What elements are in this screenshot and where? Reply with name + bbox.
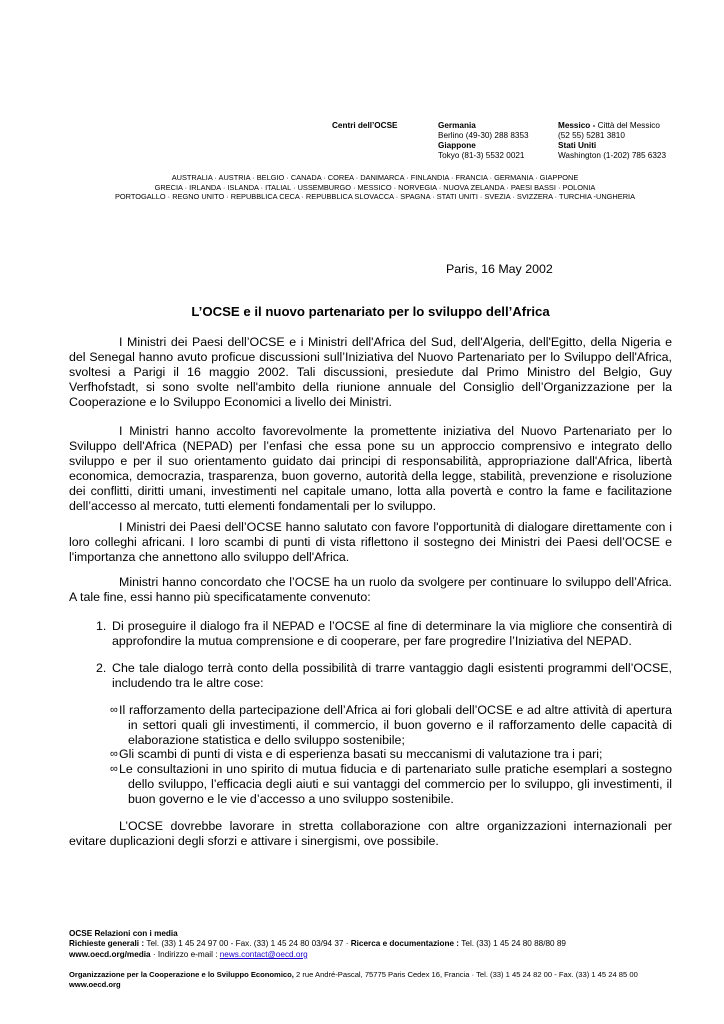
office-name: Germania bbox=[438, 121, 476, 130]
office-detail: Washington (1-202) 785 6323 bbox=[558, 151, 667, 160]
office-name: Stati Uniti bbox=[558, 141, 597, 150]
richieste-value: Tel. (33) 1 45 24 97 00 - Fax. (33) 1 45 24 80 03/94 37 · bbox=[146, 939, 351, 949]
office-mexico bbox=[558, 121, 660, 141]
bullet-text: Le consultazioni in uno spirito di mutua fiducia e di partenariato sulle pratiche esemplari a sostegno dello sviluppo, l’efficacia degli aiuti e sui vantaggi del commercio per lo sviluppo, gli investimenti, il buon governo e le vie d’accesso a uno sviluppo sostenibile. bbox=[119, 762, 672, 806]
list-text: Che tale dialogo terrà conto della possibilità di trarre vantaggio dagli esistenti programmi dell’OCSE, includendo tra le altre cose: bbox=[112, 661, 672, 690]
list-item bbox=[96, 661, 672, 691]
media-url[interactable]: www.oecd.org/media bbox=[69, 949, 151, 959]
list-number: 2. bbox=[96, 661, 107, 675]
office-detail: Berlino (49-30) 288 8353 bbox=[438, 131, 529, 140]
org-name: Organizzazione per la Cooperazione e lo Sviluppo Economico, bbox=[69, 970, 294, 979]
countries-line: PORTOGALLO · REGNO UNITO · REPUBBLICA CECA · REPUBBLICA SLOVACCA · SPAGNA · STATI UNITI · SVEZIA · SVIZZERA · TURCHIA -UNGHERIA bbox=[114, 192, 636, 201]
office-usa bbox=[558, 141, 666, 161]
email-label: · Indirizzo e-mail : bbox=[150, 949, 220, 959]
document-title: L’OCSE e il nuovo partenariato per lo sviluppo dell’Africa bbox=[191, 304, 550, 319]
office-name: Giappone bbox=[438, 141, 476, 150]
office-germany bbox=[438, 121, 529, 141]
infinity-bullet-icon: ∞ bbox=[110, 704, 118, 716]
paragraph-2: I Ministri hanno accolto favorevolmente la promettente iniziativa del Nuovo Partenariato per lo Sviluppo dell'Africa (NEPAD) per l’enfasi che essa pone su un approccio comprensivo e integrato dello sviluppo e per il suo orientamento guidato dai principi di responsabilità, appropriazione dall'Africa, libertà economica, democrazia, trasparenza, buon governo, autorità della legge, stabilità, prevenzione e risoluzione dei conflitti, diritti umani, investimenti nel capitale umano, lotta alla povertà e contro la fame e facilitazione dell’accesso al mercato, tutti elementi fondamentali per lo sviluppo. bbox=[69, 424, 672, 513]
office-detail: (52 55) 5281 3810 bbox=[558, 131, 625, 140]
email-link[interactable]: news.contact@oecd.org bbox=[219, 949, 308, 959]
office-japan bbox=[438, 141, 524, 161]
infinity-bullet-icon: ∞ bbox=[110, 763, 118, 775]
countries-line: AUSTRALIA · AUSTRIA · BELGIO · CANADA · COREA · DANIMARCA · FINLANDIA · FRANCIA · GERMANIA · GIAPPONE bbox=[171, 173, 579, 182]
org-address: 2 rue André-Pascal, 75775 Paris Cedex 16, Francia · Tel. (33) 1 45 24 82 00 - Fax. (33) 1 45 24 85 00 bbox=[293, 970, 638, 979]
bullet-item bbox=[110, 703, 672, 748]
list-number: 1. bbox=[96, 619, 107, 633]
paragraph-3: I Ministri dei Paesi dell’OCSE hanno salutato con favore l'opportunità di dialogare direttamente con i loro colleghi africani. I loro scambi di punti di vista riflettono il sostegno dei Ministri dei Paesi dell’OCSE e l'importanza che annettono allo sviluppo dell'Africa. bbox=[69, 520, 672, 564]
footer-org bbox=[69, 970, 638, 991]
office-detail: Tokyo (81-3) 5532 0021 bbox=[438, 151, 525, 160]
document-date: Paris, 16 May 2002 bbox=[446, 262, 553, 276]
org-url[interactable]: www.oecd.org bbox=[69, 980, 121, 990]
bullet-item bbox=[110, 747, 672, 762]
richieste-label: Richieste generali : bbox=[69, 939, 147, 949]
footer-media bbox=[69, 929, 566, 960]
bullet-text: Gli scambi di punti di vista e di esperienza basati su meccanismi di valutazione tra i pari; bbox=[119, 747, 603, 761]
member-countries bbox=[60, 173, 690, 202]
media-title: OCSE Relazioni con i media bbox=[69, 929, 178, 938]
closing-paragraph: L’OCSE dovrebbe lavorare in stretta collaborazione con altre organizzazioni internazionali per evitare duplicazioni degli sforzi e attivare i sinergismi, ove possibile. bbox=[69, 819, 672, 848]
bullet-item bbox=[110, 762, 672, 807]
infinity-bullet-icon: ∞ bbox=[110, 748, 118, 760]
bullet-text: Il rafforzamento della partecipazione dell’Africa ai fori globali dell’OCSE e ad altre attività di apertura in settori quali gli investimenti, il commercio, il buon governo e il rafforzamento delle capacità di elaborazione statistica e dello sviluppo sostenibile; bbox=[119, 703, 672, 747]
office-name: Messico - bbox=[558, 121, 598, 130]
list-text: Di proseguire il dialogo fra il NEPAD e l’OCSE al fine di determinare la via migliore che consentirà di approfondire la mutua comprensione e di cooperare, per fare progredire l’Iniziativa del NEPAD. bbox=[112, 619, 672, 648]
list-item bbox=[96, 619, 672, 649]
ricerca-label: Ricerca e documentazione : bbox=[350, 939, 462, 949]
countries-line: GRECIA · IRLANDA · ISLANDA · ITALIAL · USSEMBURGO · MESSICO · NORVEGIA · NUOVA ZELANDA · PAESI BASSI · POLONIA bbox=[154, 182, 596, 192]
paragraph-1: I Ministri dei Paesi dell’OCSE e i Ministri dell'Africa del Sud, dell'Algeria, dell'Egitto, della Nigeria e del Senegal hanno avuto proficue discussioni sull’Iniziativa del Nuovo Partenariato per lo Sviluppo dell'Africa, svoltesi a Parigi il 16 maggio 2002. Tali discussioni, presiedute dal Primo Ministro del Belgio, Guy Verfhofstadt, si sono svolte nell'ambito della riunione annuale del Consiglio dell’Organizzazione per la Cooperazione e lo Sviluppo Economici a livello dei Ministri. bbox=[69, 335, 672, 409]
ricerca-value: Tel. (33) 1 45 24 80 88/80 89 bbox=[461, 939, 566, 949]
centri-label: Centri dell’OCSE bbox=[332, 121, 398, 130]
paragraph-4: Ministri hanno concordato che l’OCSE ha un ruolo da svolgere per continuare lo sviluppo dell’Africa. A tale fine, essi hanno più specificatamente convenuto: bbox=[69, 575, 672, 604]
office-name-suffix: Città del Messico bbox=[597, 121, 660, 130]
